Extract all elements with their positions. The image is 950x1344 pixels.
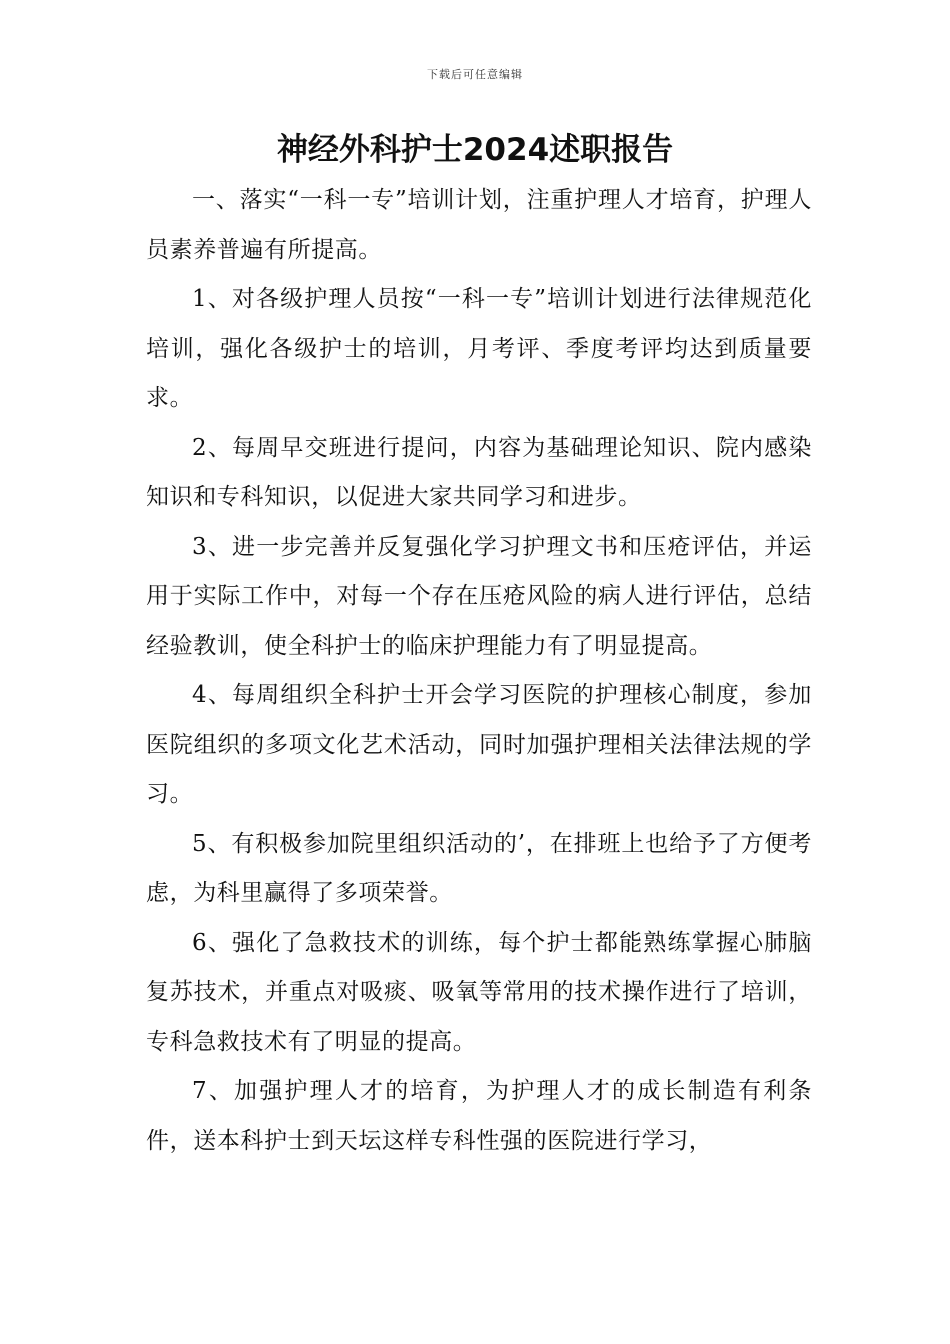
document-title: 神经外科护士2024述职报告 <box>276 132 674 168</box>
paragraph-item-1: 1、对各级护理人员按“一科一专”培训计划进行法律规范化培训，强化各级护士的培训，月考评、季度考评均达到质量要求。 <box>146 286 812 411</box>
paragraph-item-7: 7、加强护理人才的培育，为护理人才的成长制造有利条件，送本科护士到天坛这样专科性强的医院进行学习， <box>146 1078 812 1154</box>
header-note: 下载后可任意编辑 <box>427 68 523 81</box>
document-body <box>146 176 812 1166</box>
paragraph-item-3: 3、进一步完善并反复强化学习护理文书和压疮评估，并运用于实际工作中，对每一个存在压疮风险的病人进行评估，总结经验教训，使全科护士的临床护理能力有了明显提高。 <box>146 533 812 659</box>
paragraph-item-4: 4、每周组织全科护士开会学习医院的护理核心制度，参加医院组织的多项文化艺术活动，同时加强护理相关法律法规的学习。 <box>146 682 812 807</box>
paragraph-item-5: 5、有积极参加院里组织活动的’，在排班上也给予了方便考虑，为科里赢得了多项荣誉。 <box>146 830 812 906</box>
paragraph-item-6: 6、强化了急救技术的训练，每个护士都能熟练掌握心肺脑复苏技术，并重点对吸痰、吸氧等常用的技术操作进行了培训，专科急救技术有了明显的提高。 <box>146 929 812 1055</box>
paragraph-item-2: 2、每周早交班进行提问，内容为基础理论知识、院内感染知识和专科知识，以促进大家共同学习和进步。 <box>146 434 812 510</box>
paragraph-intro: 一、落实“一科一专”培训计划，注重护理人才培育，护理人员素养普遍有所提高。 <box>146 187 812 263</box>
